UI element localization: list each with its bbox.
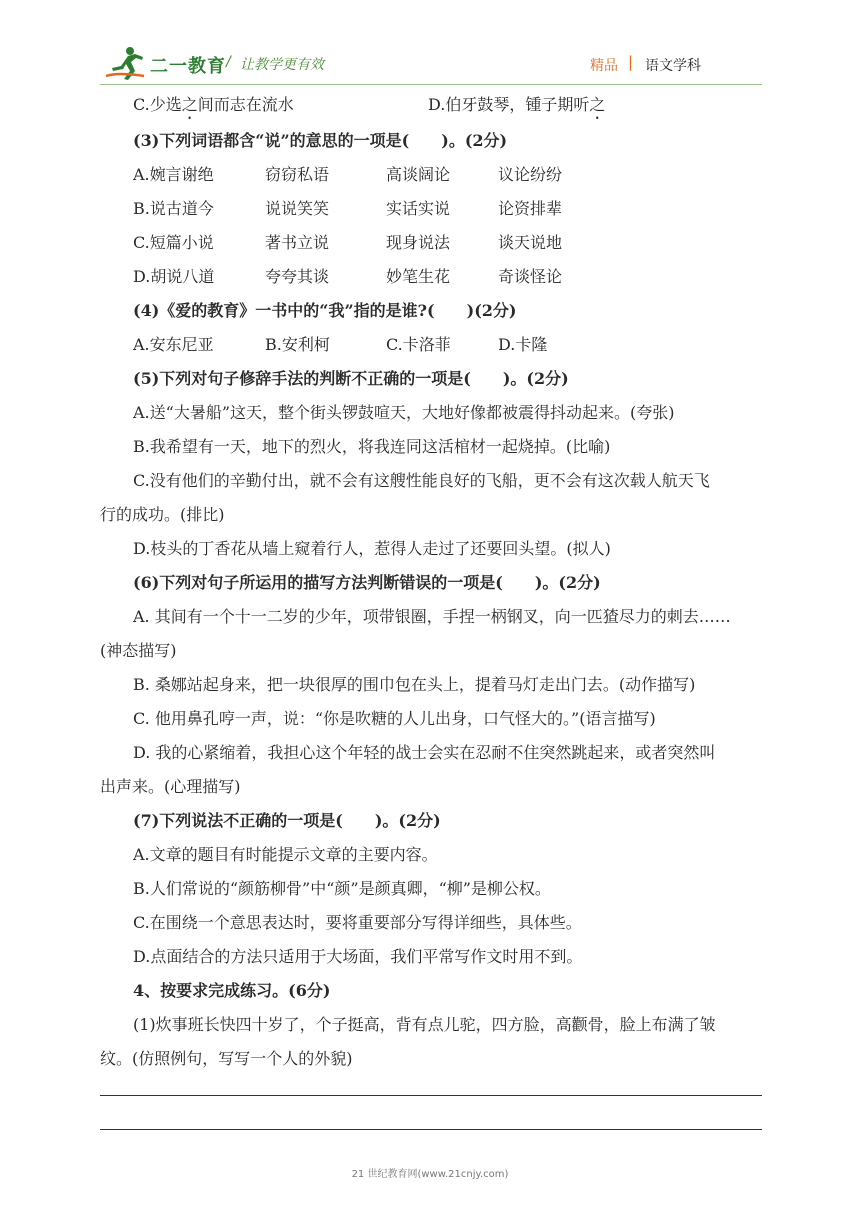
q5-stem: (5)下列对句子修辞手法的判断不正确的一项是( )。(2分) [133,369,569,388]
q3-row-b-3: 实话实说 [386,199,451,218]
q7-option-a: A.文章的题目有时能提示文章的主要内容。 [133,845,438,864]
q5-option-c: C.没有他们的辛勤付出，就不会有这艘性能良好的飞船，更不会有这次载人航天飞 [133,471,710,490]
q3-row-d-1: D.胡说八道 [133,267,215,286]
q5-option-c-cont: 行的成功。(排比) [100,505,225,524]
q6-stem: (6)下列对句子所运用的描写方法判断错误的一项是( )。(2分) [133,573,601,592]
brand-name: 二一教育 [150,56,226,77]
running-man-logo-icon [104,46,148,80]
q3-row-a-4: 议论纷纷 [498,165,563,184]
q3-row-b-1: B.说古道今 [133,199,214,218]
q7-option-c: C.在围绕一个意思表达时，要将重要部分写得详细些，具体些。 [133,913,582,932]
q6-option-c: C. 他用鼻孔哼一声，说：“你是吹糖的人儿出身，口气怪大的。”(语言描写) [133,709,656,728]
q6-option-a: A. 其间有一个十一二岁的少年，项带银圈，手捏一柄钢叉，向一匹猹尽力的刺去…… [133,607,731,626]
header-divider: / [226,54,231,70]
q7-option-b: B.人们常说的“颜筋柳骨”中“颜”是颜真卿，“柳”是柳公权。 [133,879,551,898]
q6-option-d: D. 我的心紧缩着，我担心这个年轻的战士会实在忍耐不住突然跳起来，或者突然叫 [133,743,716,762]
answer-line-1 [100,1095,762,1096]
q3-row-a-1: A.婉言谢绝 [133,165,214,184]
page-footer: 21 世纪教育网(www.21cnjy.com) [351,1169,509,1180]
q5-option-d: D.枝头的丁香花从墙上窥着行人，惹得人走过了还要回头望。(拟人) [133,539,611,558]
q2-option-c: C.少选之间而志在流水 [133,95,294,114]
q3-row-c-4: 谈天说地 [498,233,563,252]
q3-row-a-2: 窃窃私语 [265,165,330,184]
section4-prompt-cont: 纹。(仿照例句，写写一个人的外貌) [100,1049,353,1068]
section4-heading: 4、按要求完成练习。(6分) [133,981,331,1000]
q3-row-b-2: 说说笑笑 [265,199,330,218]
q7-stem: (7)下列说法不正确的一项是( )。(2分) [133,811,441,830]
q4-option-c: C.卡洛菲 [386,335,451,354]
q2-option-d: D.伯牙鼓琴，锺子期听之 [428,95,606,114]
q3-row-d-4: 奇谈怪论 [498,267,563,286]
page-header [100,40,762,86]
q3-row-c-3: 现身说法 [386,233,451,252]
q6-option-d-cont: 出声来。(心理描写) [100,777,241,796]
q6-option-a-cont: (神态描写) [100,641,177,660]
brand-slogan: 让教学更有效 [240,57,324,73]
q4-option-b: B.安利柯 [265,335,330,354]
q4-option-a: A.安东尼亚 [133,335,214,354]
q3-row-b-4: 论资排辈 [498,199,563,218]
q3-row-d-3: 妙笔生花 [386,267,451,286]
q5-option-a: A.送“大暑船”这天，整个街头锣鼓喧天，大地好像都被震得抖动起来。(夸张) [133,403,675,422]
premium-tag: 精品 [590,58,618,74]
header-rule [100,84,762,85]
q7-option-d: D.点面结合的方法只适用于大场面，我们平常写作文时用不到。 [133,947,583,966]
q6-option-b: B. 桑娜站起身来，把一块很厚的围巾包在头上，提着马灯走出门去。(动作描写) [133,675,696,694]
q3-stem: (3)下列词语都含“说”的意思的一项是( )。(2分) [133,131,508,150]
subject-tag: 语文学科 [645,58,701,74]
q3-row-a-3: 高谈阔论 [386,165,451,184]
q5-option-b: B.我希望有一天，地下的烈火，将我连同这活棺材一起烧掉。(比喻) [133,437,611,456]
section4-prompt: (1)炊事班长快四十岁了，个子挺高，背有点儿驼，四方脸，高颧骨，脸上布满了皱 [133,1015,716,1034]
answer-line-2 [100,1129,762,1130]
q3-row-c-1: C.短篇小说 [133,233,214,252]
q3-row-d-2: 夸夸其谈 [265,267,330,286]
q3-row-c-2: 著书立说 [265,233,330,252]
tag-separator: | [628,53,634,71]
q4-option-d: D.卡隆 [498,335,548,354]
q4-stem: (4)《爱的教育》一书中的“我”指的是谁?( )(2分) [133,301,517,320]
